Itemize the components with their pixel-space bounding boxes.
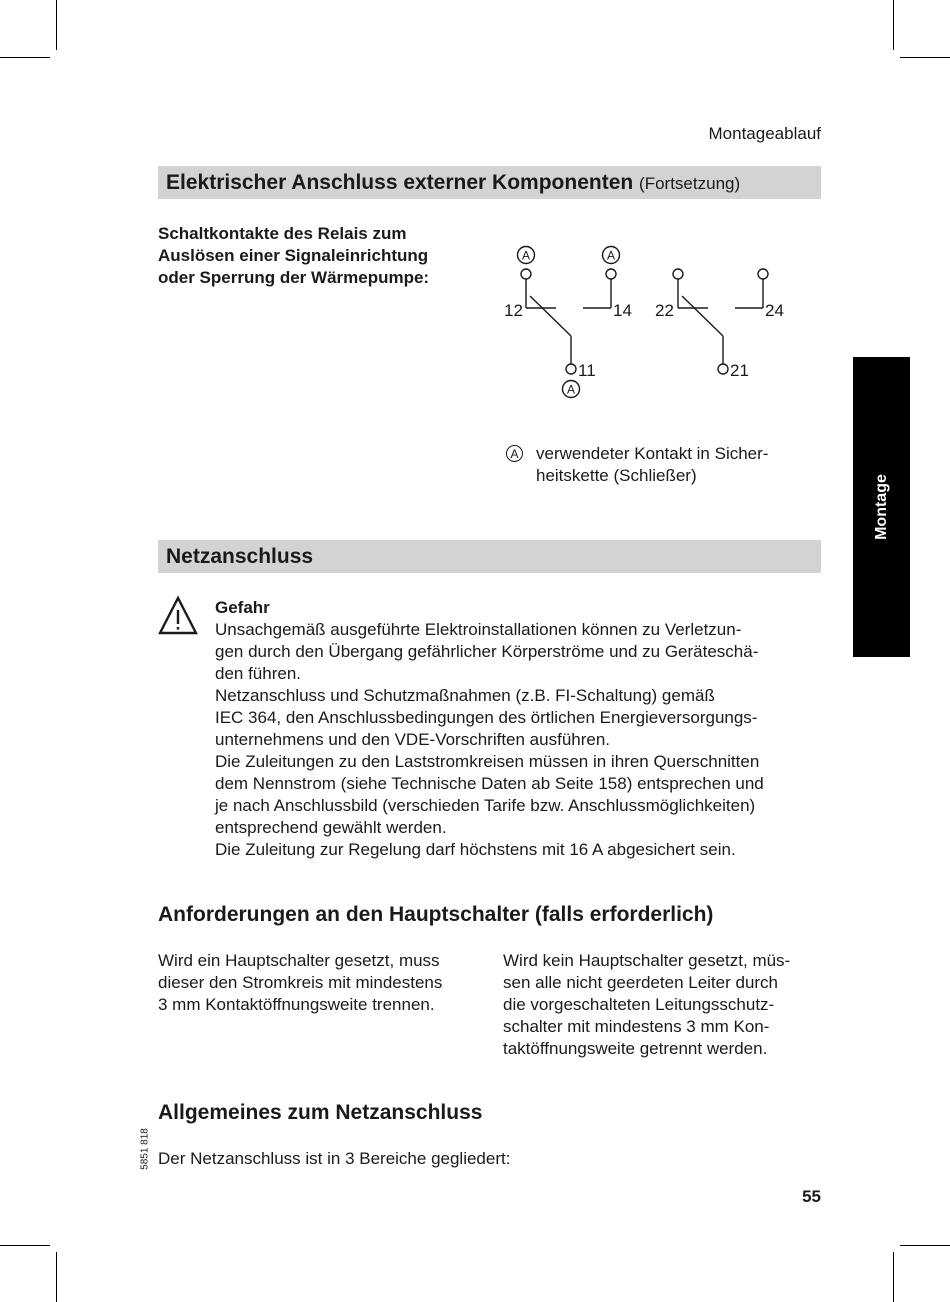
warning-line: Netzanschluss und Schutzmaßnahmen (z.B. FI-Schaltung) gemäß (215, 686, 715, 705)
crop-mark (0, 1245, 50, 1246)
crop-mark (56, 1252, 57, 1302)
contact-marker-label: A (566, 382, 576, 397)
terminal-circle (673, 269, 683, 279)
section-heading-external-components (158, 166, 821, 199)
warning-line: gen durch den Übergang gefährlicher Körperströme und zu Geräteschä- (215, 642, 759, 661)
relay-intro-line: Schaltkontakte des Relais zum (158, 224, 407, 243)
paragraph-line: 3 mm Kontaktöffnungsweite trennen. (158, 995, 435, 1014)
warning-line: IEC 364, den Anschlussbedingungen des örtlichen Energieversorgungs- (215, 708, 758, 727)
warning-heading: Gefahr (215, 598, 270, 617)
warning-block (215, 597, 835, 861)
warning-line: Unsachgemäß ausgeführte Elektroinstallationen können zu Verletzun- (215, 620, 742, 639)
paragraph-line: Wird ein Hauptschalter gesetzt, muss (158, 951, 440, 970)
crop-mark (0, 57, 50, 58)
general-power-connection-text: Der Netzanschluss ist in 3 Bereiche gegliedert: (158, 1149, 511, 1168)
terminal-label: 12 (504, 301, 523, 320)
terminal-circle (521, 269, 531, 279)
terminal-label: 24 (765, 301, 784, 320)
crop-mark (893, 0, 894, 50)
terminal-label: 22 (655, 301, 674, 320)
section-title: Netzanschluss (166, 545, 314, 568)
paragraph-line: schalter mit mindestens 3 mm Kon- (503, 1017, 770, 1036)
section-heading-netzanschluss (158, 540, 821, 573)
paragraph-line: Wird kein Hauptschalter gesetzt, müs- (503, 951, 791, 970)
paragraph-line: sen alle nicht geerdeten Leiter durch (503, 973, 779, 992)
relay-intro-line: oder Sperrung der Wärmepumpe: (158, 268, 430, 287)
contact-blade (682, 296, 723, 336)
terminal-circle (606, 269, 616, 279)
warning-line: den führen. (215, 664, 302, 683)
chapter-tab-montage (853, 357, 910, 657)
terminal-circle (758, 269, 768, 279)
contact-marker-label: A (521, 248, 531, 263)
running-title: Montageablauf (708, 124, 821, 143)
relay-intro-line: Auslösen einer Signaleinrichtung (158, 246, 429, 265)
heading-general-power-connection: Allgemeines zum Netzanschluss (158, 1101, 483, 1124)
crop-mark (56, 0, 57, 50)
legend-line: heitskette (Schließer) (536, 466, 697, 485)
heading-main-switch: Anforderungen an den Hauptschalter (falls erforderlich) (158, 903, 714, 926)
paragraph-line: die vorgeschalteten Leitungsschutz- (503, 995, 775, 1014)
terminal-label: 14 (613, 301, 632, 320)
terminal-circle (566, 364, 576, 374)
warning-line: entsprechend gewählt werden. (215, 818, 447, 837)
section-title: Elektrischer Anschluss externer Komponenten (166, 171, 634, 194)
contact-marker-label: A (606, 248, 616, 263)
crop-mark (893, 1252, 894, 1302)
relay-intro (158, 223, 478, 289)
terminal-label: 11 (578, 361, 596, 380)
terminal-circle (718, 364, 728, 374)
legend-text (536, 443, 821, 487)
paragraph-line: taktöffnungsweite getrennt werden. (503, 1039, 768, 1058)
contact-blade (530, 296, 571, 336)
paragraph-line: dieser den Stromkreis mit mindestens (158, 973, 443, 992)
legend-marker (506, 445, 523, 463)
warning-line: Die Zuleitungen zu den Laststromkreisen müssen in ihren Querschnitten (215, 752, 760, 771)
relay-contact-diagram (490, 238, 810, 408)
warning-line: dem Nennstrom (siehe Technische Daten ab Seite 158) entsprechen und (215, 774, 764, 793)
crop-mark (900, 1245, 950, 1246)
page-number: 55 (802, 1187, 821, 1206)
crop-mark (900, 57, 950, 58)
section-subtitle: (Fortsetzung) (639, 174, 741, 193)
document-code-text: 5851 818 (139, 1128, 151, 1170)
contact-marker-badge: A (506, 445, 523, 462)
main-switch-right-column (503, 950, 833, 1060)
document-code (138, 1124, 152, 1174)
warning-line: Die Zuleitung zur Regelung darf höchstens mit 16 A abgesichert sein. (215, 840, 736, 859)
warning-line: unternehmens und den VDE-Vorschriften ausführen. (215, 730, 611, 749)
chapter-tab-label: Montage (872, 474, 890, 540)
warning-icon (157, 595, 199, 637)
legend-line: verwendeter Kontakt in Sicher- (536, 444, 769, 463)
warning-line: je nach Anschlussbild (verschieden Tarife bzw. Anschlussmöglichkeiten) (215, 796, 756, 815)
terminal-label: 21 (730, 361, 749, 380)
main-switch-left-column (158, 950, 488, 1016)
